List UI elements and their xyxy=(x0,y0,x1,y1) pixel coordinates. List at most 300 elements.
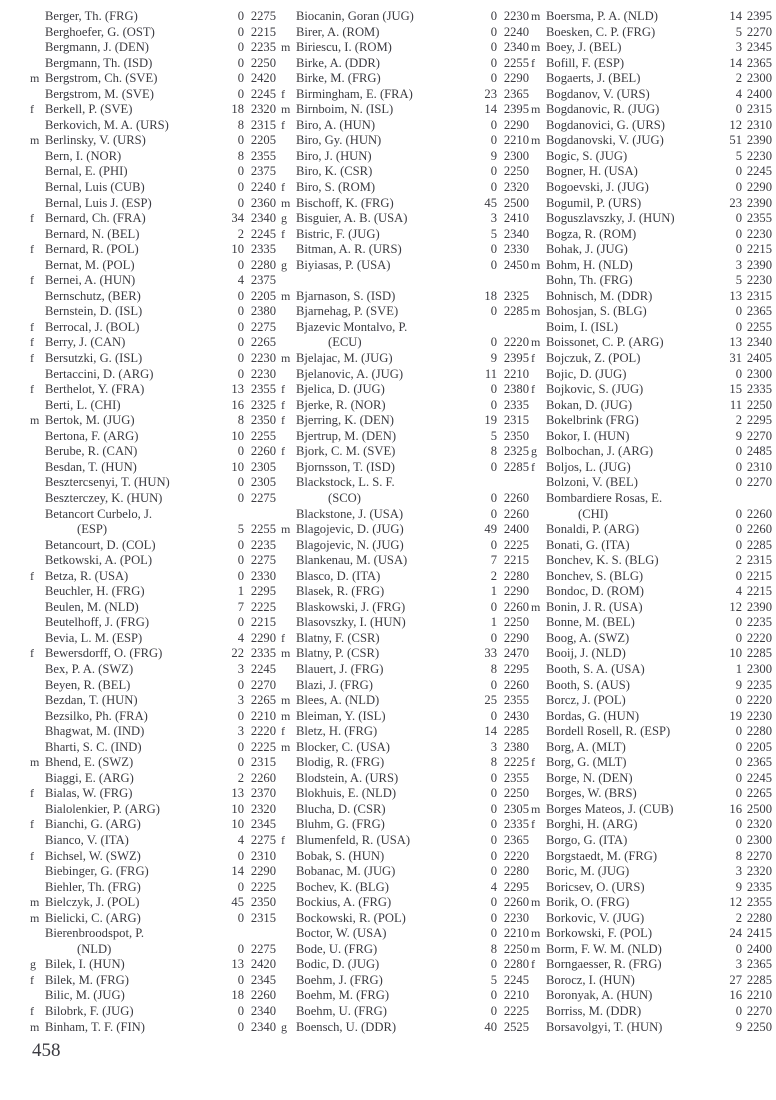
player-name-text: Birnboim, N. (ISL) xyxy=(296,102,394,117)
games-count: 24 xyxy=(729,926,742,941)
player-name xyxy=(546,817,637,833)
player-name xyxy=(546,382,643,398)
player-name xyxy=(546,258,633,274)
games-count: 12 xyxy=(729,117,742,132)
player-name xyxy=(546,164,638,180)
list-entry xyxy=(30,849,278,865)
rating-value: 2395 xyxy=(503,351,529,366)
games-count: 0 xyxy=(237,55,244,70)
games-count: 2 xyxy=(735,413,742,428)
player-name-text: Bielczyk, J. (POL) xyxy=(45,895,140,910)
player-name-text: Birmingham, E. (FRA) xyxy=(296,86,413,101)
player-name xyxy=(296,1004,387,1020)
games-count: 0 xyxy=(490,397,497,412)
rating-value: 2225 xyxy=(250,739,276,754)
list-entry xyxy=(531,755,776,771)
player-name xyxy=(45,304,142,320)
player-name-text: Bohosjan, S. (BLG) xyxy=(546,304,647,319)
player-name-text: Bogaerts, J. (BEL) xyxy=(546,71,641,86)
player-name xyxy=(546,118,665,134)
games-count: 0 xyxy=(490,630,497,645)
player-name xyxy=(546,102,659,118)
player-name-text: Booij, J. (NLD) xyxy=(546,646,626,661)
player-name-text: Blodig, R. (FRG) xyxy=(296,755,385,770)
games-count: 51 xyxy=(729,133,742,148)
list-entry xyxy=(531,569,776,585)
player-name-text: Bojkovic, S. (JUG) xyxy=(546,382,644,397)
player-name xyxy=(45,802,160,818)
games-count: 5 xyxy=(735,24,742,39)
games-count: 0 xyxy=(735,832,742,847)
list-entry xyxy=(281,600,531,616)
rating-value: 2280 xyxy=(250,257,276,272)
player-name xyxy=(45,507,152,538)
player-name xyxy=(45,926,144,957)
player-name xyxy=(45,957,125,973)
title-marker: m xyxy=(30,755,40,770)
player-name-text: Bogner, H. (USA) xyxy=(546,164,638,179)
rating-value: 2225 xyxy=(250,599,276,614)
games-count: 0 xyxy=(490,40,497,55)
games-count: 45 xyxy=(484,195,497,210)
player-name-text: Bezdan, T. (HUN) xyxy=(45,693,138,708)
player-name-text: Biocanin, Goran (JUG) xyxy=(296,9,414,23)
rating-value: 2235 xyxy=(746,615,772,630)
list-entry xyxy=(30,25,278,41)
games-count: 3 xyxy=(735,957,742,972)
player-name-text: Blasovszky, I. (HUN) xyxy=(296,615,406,630)
games-count: 5 xyxy=(735,273,742,288)
player-name-text: Bhagwat, M. (IND) xyxy=(45,724,145,739)
player-name xyxy=(296,926,386,942)
rating-value: 2430 xyxy=(503,708,529,723)
list-entry xyxy=(281,164,531,180)
rating-value: 2310 xyxy=(250,848,276,863)
list-entry xyxy=(531,880,776,896)
player-name-text: Bex, P. A. (SWZ) xyxy=(45,661,134,676)
player-country-continuation: (CHI) xyxy=(578,506,609,521)
player-name xyxy=(546,133,664,149)
games-count: 2 xyxy=(735,553,742,568)
player-name xyxy=(546,538,630,554)
rating-value: 2275 xyxy=(250,832,276,847)
games-count: 8 xyxy=(735,848,742,863)
player-name-text: Bogumil, P. (URS) xyxy=(546,195,642,210)
games-count: 18 xyxy=(231,988,244,1003)
list-entry xyxy=(281,864,531,880)
player-name xyxy=(45,662,133,678)
rating-value: 2275 xyxy=(250,553,276,568)
player-name xyxy=(546,678,630,694)
title-marker: f xyxy=(30,972,34,987)
games-count: 0 xyxy=(237,444,244,459)
list-entry xyxy=(281,895,531,911)
player-name-text: Bockowski, R. (POL) xyxy=(296,910,406,925)
rating-value: 2255 xyxy=(250,522,276,537)
games-count: 5 xyxy=(490,428,497,443)
rating-value: 2220 xyxy=(746,630,772,645)
player-name xyxy=(45,755,133,771)
rating-value: 2230 xyxy=(746,226,772,241)
games-count: 0 xyxy=(735,319,742,334)
rating-value: 2255 xyxy=(746,319,772,334)
list-entry xyxy=(531,646,776,662)
list-entry xyxy=(281,56,531,72)
rating-value: 2335 xyxy=(250,242,276,257)
player-name xyxy=(546,584,644,600)
list-entry xyxy=(30,600,278,616)
list-entry xyxy=(281,693,531,709)
games-count: 10 xyxy=(231,242,244,257)
rating-value: 2215 xyxy=(746,242,772,257)
title-marker: f xyxy=(281,832,285,847)
list-entry xyxy=(281,988,531,1004)
rating-value: 2395 xyxy=(746,9,772,23)
rating-value: 2295 xyxy=(503,879,529,894)
rating-value: 2335 xyxy=(746,382,772,397)
rating-value: 2345 xyxy=(250,972,276,987)
title-marker: m xyxy=(281,646,291,661)
list-entry xyxy=(30,211,278,227)
rating-value: 2390 xyxy=(746,599,772,614)
rating-value: 2295 xyxy=(503,661,529,676)
games-count: 3 xyxy=(735,40,742,55)
rating-value: 2250 xyxy=(503,615,529,630)
rating-value: 2210 xyxy=(503,926,529,941)
games-count: 12 xyxy=(729,895,742,910)
player-name xyxy=(45,273,135,289)
list-entry xyxy=(531,600,776,616)
player-name-text: Bogdanovici, G. (URS) xyxy=(546,117,665,132)
player-name-text: Boesken, C. P. (FRG) xyxy=(546,24,656,39)
player-name-text: Bisguier, A. B. (USA) xyxy=(296,211,408,226)
games-count: 14 xyxy=(729,55,742,70)
rating-value: 2290 xyxy=(503,630,529,645)
games-count: 4 xyxy=(237,832,244,847)
games-count: 0 xyxy=(237,677,244,692)
player-name-text: Bialolenkier, P. (ARG) xyxy=(45,801,160,816)
player-name-text: Boric, M. (JUG) xyxy=(546,864,630,879)
player-name-text: Blees, A. (NLD) xyxy=(296,693,380,708)
rating-value: 2275 xyxy=(250,9,276,23)
list-entry xyxy=(30,1020,278,1036)
games-count: 0 xyxy=(735,615,742,630)
list-entry xyxy=(30,118,278,134)
list-entry xyxy=(30,71,278,87)
title-marker: f xyxy=(531,382,535,397)
list-entry xyxy=(30,242,278,258)
games-count: 0 xyxy=(490,71,497,86)
list-entry xyxy=(531,382,776,398)
games-count: 0 xyxy=(735,211,742,226)
player-name-text: Bernstein, D. (ISL) xyxy=(45,304,143,319)
games-count: 0 xyxy=(735,537,742,552)
rating-value: 2230 xyxy=(746,708,772,723)
player-name xyxy=(296,475,395,506)
list-entry xyxy=(281,460,531,476)
player-name-text: Bevia, L. M. (ESP) xyxy=(45,630,143,645)
player-name-text: Bjerring, K. (DEN) xyxy=(296,413,394,428)
rating-value: 2365 xyxy=(746,304,772,319)
player-name xyxy=(546,600,643,616)
rating-value: 2290 xyxy=(503,117,529,132)
title-marker: m xyxy=(281,522,291,537)
games-count: 0 xyxy=(490,926,497,941)
games-count: 0 xyxy=(735,242,742,257)
list-entry xyxy=(531,553,776,569)
player-name xyxy=(296,1020,396,1036)
list-entry xyxy=(531,678,776,694)
rating-value: 2470 xyxy=(503,646,529,661)
player-name-text: Boehm, J. (FRG) xyxy=(296,972,383,987)
rating-value: 2315 xyxy=(746,553,772,568)
list-entry xyxy=(531,196,776,212)
list-entry xyxy=(531,87,776,103)
list-entry xyxy=(281,584,531,600)
games-count: 0 xyxy=(490,988,497,1003)
list-entry xyxy=(30,538,278,554)
games-count: 0 xyxy=(490,55,497,70)
player-name xyxy=(296,693,379,709)
games-count: 40 xyxy=(484,1019,497,1034)
player-name xyxy=(296,444,395,460)
player-name-text: Besztercsenyi, T. (HUN) xyxy=(45,475,170,490)
title-marker: g xyxy=(531,444,537,459)
player-name xyxy=(296,289,395,305)
games-count: 0 xyxy=(237,739,244,754)
rating-value: 2225 xyxy=(503,537,529,552)
rating-value: 2265 xyxy=(250,693,276,708)
title-marker: f xyxy=(281,382,285,397)
player-name-text: Beyen, R. (BEL) xyxy=(45,677,131,692)
rating-value: 2205 xyxy=(746,739,772,754)
title-marker: m xyxy=(281,693,291,708)
rating-value: 2280 xyxy=(746,910,772,925)
player-name xyxy=(296,507,403,523)
player-name-text: Betkowski, A. (POL) xyxy=(45,553,153,568)
games-count: 5 xyxy=(490,226,497,241)
list-entry xyxy=(281,382,531,398)
player-name-text: Bockius, A. (FRG) xyxy=(296,895,392,910)
player-name xyxy=(546,569,643,585)
games-count: 0 xyxy=(490,708,497,723)
player-name-text: Beutelhoff, J. (FRG) xyxy=(45,615,150,630)
games-count: 9 xyxy=(490,351,497,366)
player-name xyxy=(45,771,134,787)
player-name xyxy=(45,164,128,180)
games-count: 0 xyxy=(490,180,497,195)
list-entry xyxy=(30,880,278,896)
list-entry xyxy=(30,320,278,336)
games-count: 0 xyxy=(490,864,497,879)
player-name-text: Blodstein, A. (URS) xyxy=(296,770,399,785)
games-count: 0 xyxy=(237,568,244,583)
list-entry xyxy=(531,926,776,942)
games-count: 34 xyxy=(231,211,244,226)
list-entry xyxy=(281,118,531,134)
player-name xyxy=(296,102,393,118)
player-name-text: Berlinsky, V. (URS) xyxy=(45,133,146,148)
list-entry xyxy=(281,289,531,305)
games-count: 0 xyxy=(237,9,244,23)
player-name xyxy=(296,258,390,274)
rating-value: 2230 xyxy=(746,273,772,288)
rating-value: 2295 xyxy=(746,413,772,428)
rating-value: 2270 xyxy=(250,677,276,692)
rating-value: 2270 xyxy=(746,848,772,863)
player-name xyxy=(45,693,138,709)
games-count: 3 xyxy=(490,211,497,226)
rating-value: 2315 xyxy=(250,117,276,132)
games-count: 4 xyxy=(490,879,497,894)
list-entry xyxy=(30,460,278,476)
list-entry xyxy=(281,849,531,865)
player-name xyxy=(546,196,641,212)
list-entry xyxy=(531,786,776,802)
games-count: 0 xyxy=(735,366,742,381)
games-count: 0 xyxy=(490,599,497,614)
rating-value: 2260 xyxy=(746,506,772,521)
player-name-text: Blaskowski, J. (FRG) xyxy=(296,599,406,614)
rating-value: 2220 xyxy=(503,335,529,350)
rating-value: 2210 xyxy=(503,133,529,148)
games-count: 9 xyxy=(735,1019,742,1034)
rating-value: 2260 xyxy=(746,522,772,537)
title-marker: m xyxy=(30,71,40,86)
player-name-text: Bichsel, W. (SWZ) xyxy=(45,848,141,863)
games-count: 7 xyxy=(237,599,244,614)
games-count: 0 xyxy=(735,724,742,739)
rating-value: 2210 xyxy=(503,366,529,381)
player-name xyxy=(296,724,377,740)
rating-value: 2215 xyxy=(250,615,276,630)
rating-value: 2260 xyxy=(503,490,529,505)
rating-value: 2265 xyxy=(250,335,276,350)
player-name-text: Bjelajac, M. (JUG) xyxy=(296,351,393,366)
games-count: 4 xyxy=(237,630,244,645)
list-entry xyxy=(281,25,531,41)
player-name xyxy=(546,553,659,569)
player-name-text: Borngaesser, R. (FRG) xyxy=(546,957,662,972)
player-name-text: Bernard, N. (BEL) xyxy=(45,226,140,241)
rating-value: 2305 xyxy=(250,475,276,490)
rating-value: 2215 xyxy=(250,24,276,39)
player-name xyxy=(296,569,380,585)
player-name xyxy=(45,335,125,351)
player-name-text: Biro, A. (HUN) xyxy=(296,117,376,132)
rating-value: 2330 xyxy=(503,242,529,257)
player-name xyxy=(45,118,169,134)
player-name xyxy=(546,320,618,336)
games-count: 1 xyxy=(490,584,497,599)
player-name-text: Bofill, F. (ESP) xyxy=(546,55,625,70)
games-count: 0 xyxy=(490,242,497,257)
games-count: 19 xyxy=(729,708,742,723)
player-name-text: Bernard, Ch. (FRA) xyxy=(45,211,146,226)
list-entry xyxy=(531,289,776,305)
player-name-text: Bielicki, C. (ARG) xyxy=(45,910,141,925)
title-marker: m xyxy=(281,40,291,55)
title-marker: m xyxy=(531,941,541,956)
list-entry xyxy=(281,833,531,849)
list-entry xyxy=(281,180,531,196)
player-name xyxy=(45,196,152,212)
title-marker: m xyxy=(281,288,291,303)
rating-value: 2290 xyxy=(503,584,529,599)
list-entry xyxy=(531,833,776,849)
rating-value: 2225 xyxy=(503,1004,529,1018)
player-name-text: Bobanac, M. (JUG) xyxy=(296,864,396,879)
games-count: 0 xyxy=(237,180,244,195)
player-name-text: Blumenfeld, R. (USA) xyxy=(296,832,411,847)
player-name-text: Bombardiere Rosas, E. xyxy=(546,490,663,505)
player-name xyxy=(45,864,149,880)
title-marker: m xyxy=(531,801,541,816)
list-entry xyxy=(30,429,278,445)
games-count: 12 xyxy=(729,599,742,614)
player-name xyxy=(296,864,395,880)
rating-value: 2285 xyxy=(503,304,529,319)
player-name xyxy=(546,491,662,522)
games-count: 27 xyxy=(729,972,742,987)
list-entry xyxy=(281,444,531,460)
list-entry xyxy=(281,149,531,165)
games-count: 16 xyxy=(729,801,742,816)
rating-value: 2375 xyxy=(250,273,276,288)
games-count: 0 xyxy=(490,459,497,474)
title-marker: f xyxy=(30,848,34,863)
games-count: 0 xyxy=(237,910,244,925)
player-name xyxy=(546,180,649,196)
player-name xyxy=(45,1004,134,1020)
player-name xyxy=(45,413,135,429)
list-entry xyxy=(531,180,776,196)
rating-value: 2365 xyxy=(746,55,772,70)
games-count: 10 xyxy=(231,817,244,832)
player-name xyxy=(45,817,141,833)
player-name xyxy=(45,538,156,554)
rating-value: 2245 xyxy=(746,770,772,785)
player-name xyxy=(296,631,380,647)
list-entry xyxy=(531,662,776,678)
player-name-text: Bernal, Luis J. (ESP) xyxy=(45,195,152,210)
rating-value: 2340 xyxy=(250,1019,276,1034)
player-name-text: Borkovic, V. (JUG) xyxy=(546,910,645,925)
player-name-text: Bilek, I. (HUN) xyxy=(45,957,125,972)
player-name xyxy=(45,973,129,989)
list-entry xyxy=(281,880,531,896)
title-marker: f xyxy=(531,957,535,972)
games-count: 14 xyxy=(231,864,244,879)
games-count: 0 xyxy=(237,1004,244,1018)
player-name xyxy=(296,133,381,149)
games-count: 4 xyxy=(237,273,244,288)
games-count: 0 xyxy=(237,708,244,723)
player-name-text: Boissonet, C. P. (ARG) xyxy=(546,335,664,350)
player-name-text: Binham, T. F. (FIN) xyxy=(45,1019,145,1034)
list-entry xyxy=(281,662,531,678)
title-marker: m xyxy=(531,304,541,319)
player-name-text: Berger, Th. (FRG) xyxy=(45,9,138,23)
games-count: 0 xyxy=(735,755,742,770)
player-name xyxy=(45,709,148,725)
rating-value: 2335 xyxy=(746,879,772,894)
player-name xyxy=(546,335,664,351)
player-name-text: Bierenbroodspot, P. xyxy=(45,926,144,941)
player-name xyxy=(296,615,406,631)
games-count: 0 xyxy=(490,133,497,148)
player-name xyxy=(546,631,629,647)
